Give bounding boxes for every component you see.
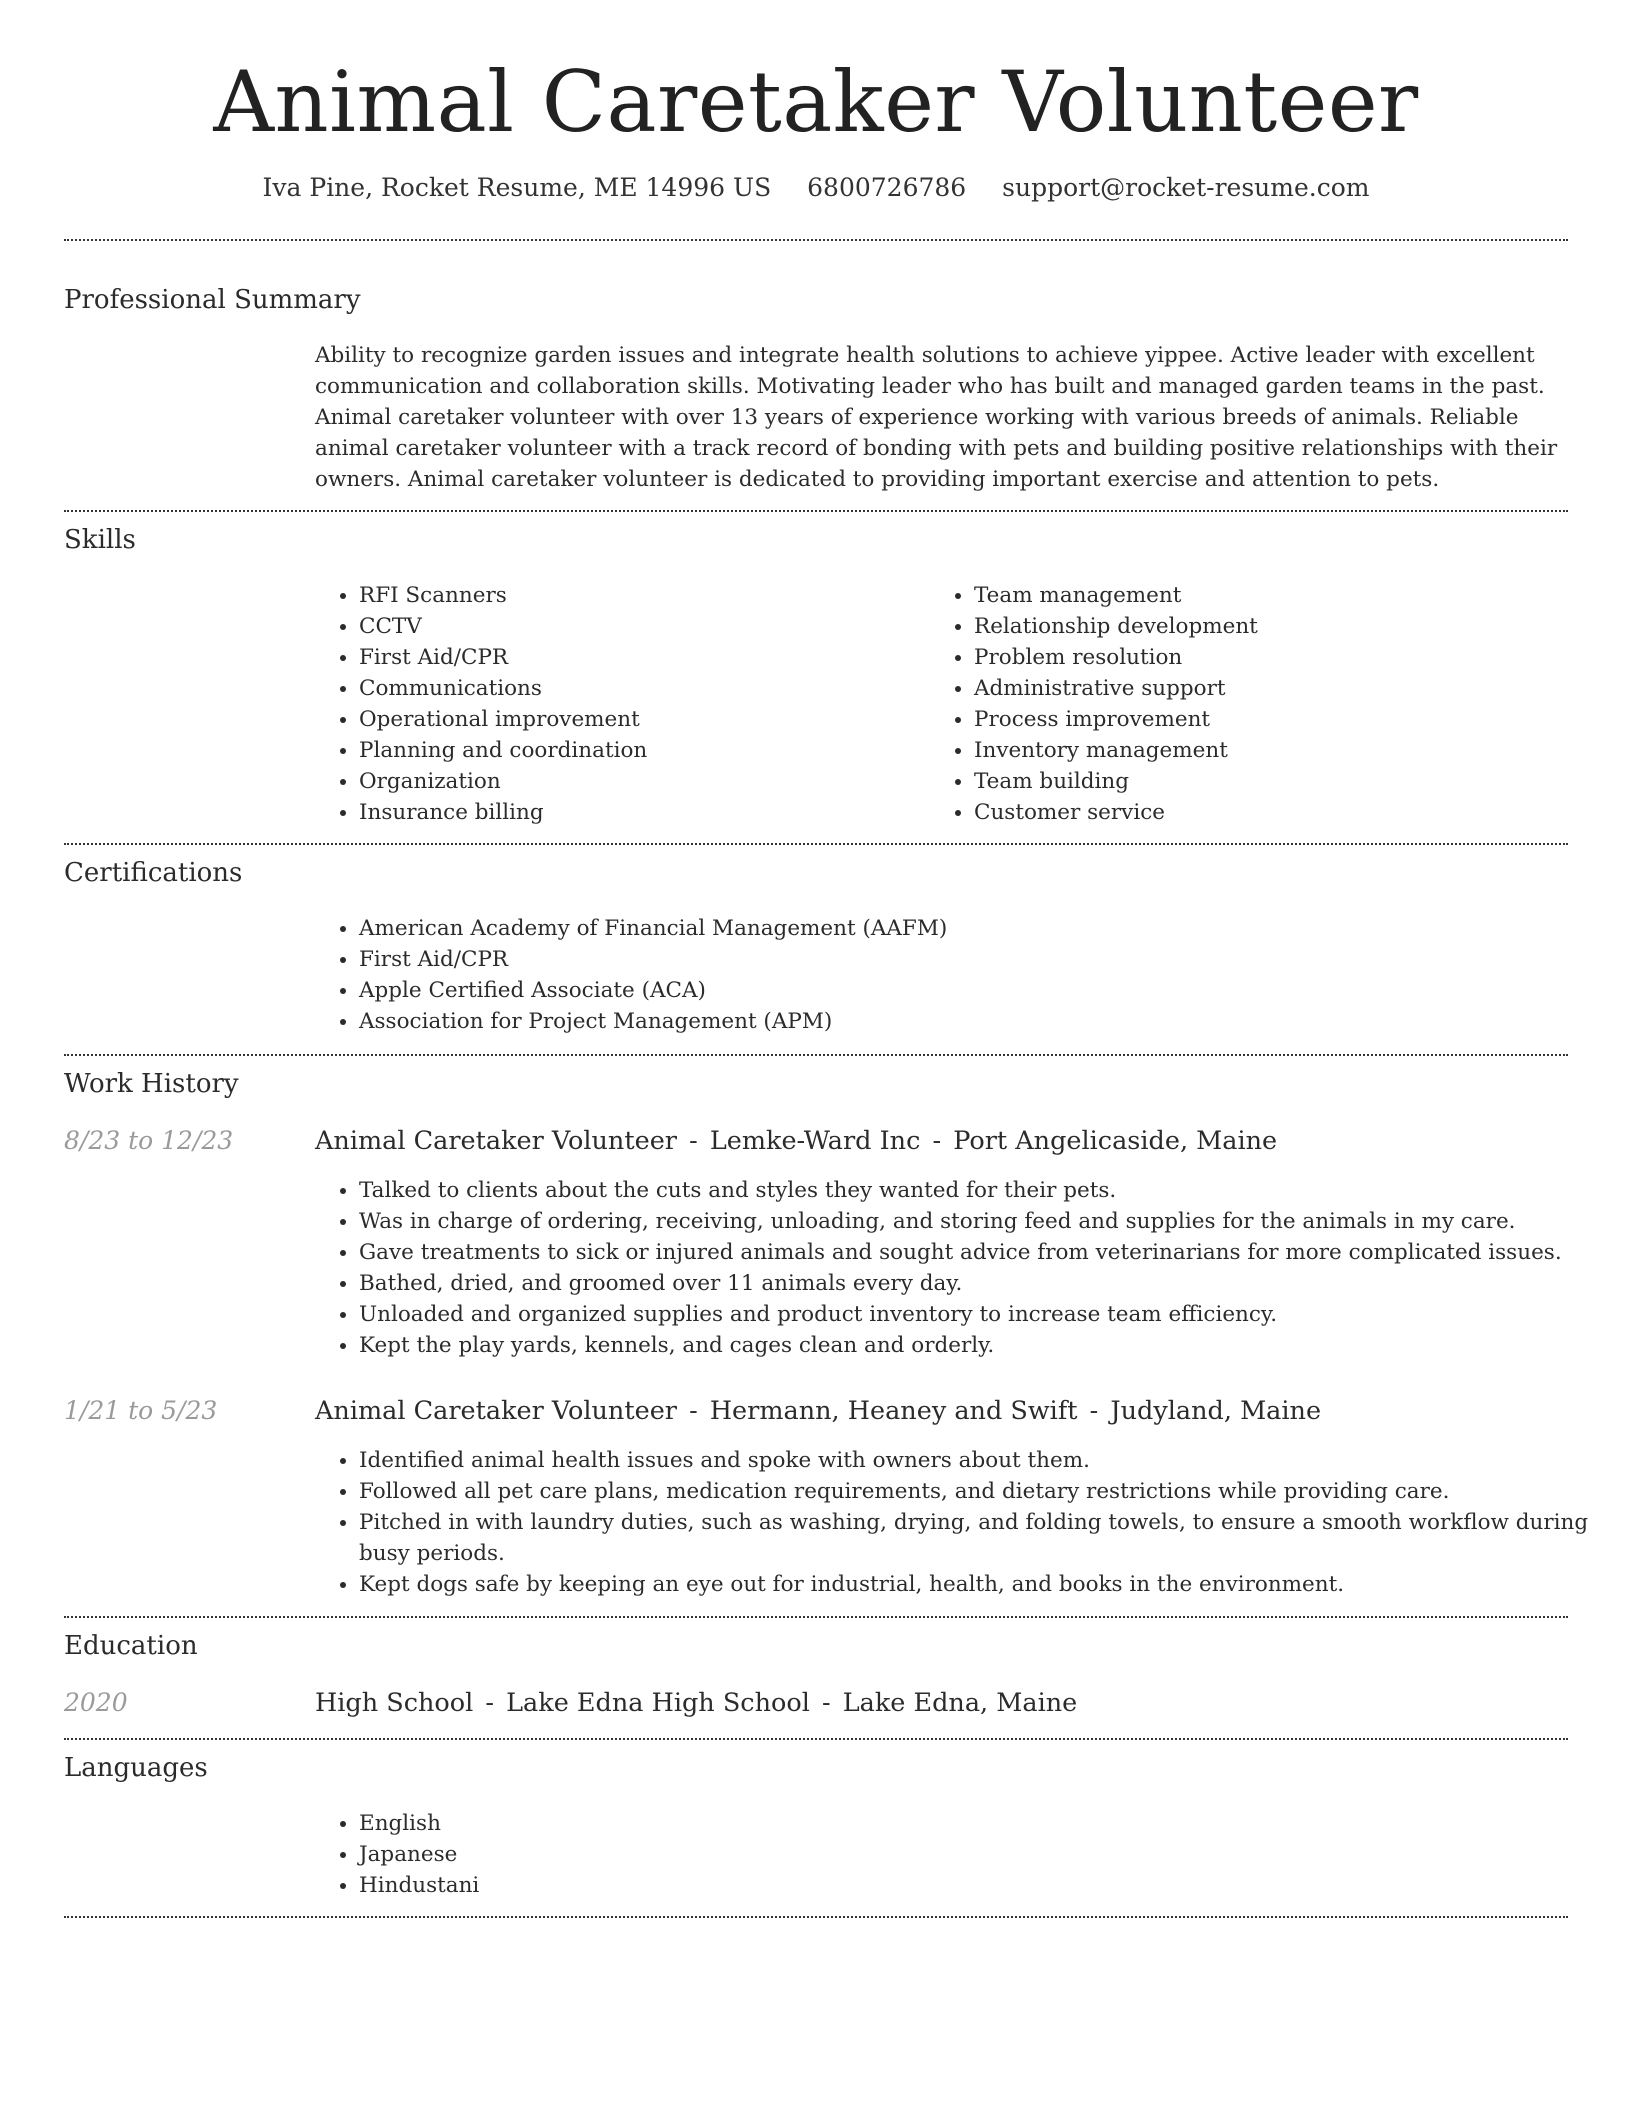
job-bullet: • Pitched in with laundry duties, such as washing, drying, and folding towels, to ensure a smooth workflow during busy periods. xyxy=(359,1507,1609,1569)
separator: - xyxy=(689,1396,698,1426)
skills-list-left xyxy=(315,580,919,828)
job-bullet: • Identified animal health issues and spoke with owners about them. xyxy=(359,1445,1609,1476)
language-item: • English xyxy=(359,1808,1609,1839)
education-heading: Education xyxy=(64,1631,198,1661)
contact-line xyxy=(0,170,1632,206)
job-role: Animal Caretaker Volunteer xyxy=(315,1396,677,1426)
job-bullet: • Kept the play yards, kennels, and cages clean and orderly. xyxy=(359,1330,1609,1361)
separator: - xyxy=(689,1126,698,1156)
education-degree: High School xyxy=(315,1688,474,1718)
skills-heading: Skills xyxy=(64,525,136,555)
skill-item: • CCTV xyxy=(359,611,919,642)
section-divider xyxy=(64,1054,1568,1056)
job-role: Animal Caretaker Volunteer xyxy=(315,1126,677,1156)
job-bullets xyxy=(315,1175,1609,1361)
job-bullet: • Bathed, dried, and groomed over 11 animals every day. xyxy=(359,1268,1609,1299)
skill-item: • Customer service xyxy=(974,797,1574,828)
separator: - xyxy=(1089,1396,1099,1426)
job-company: Hermann, Heaney and Swift xyxy=(709,1396,1078,1426)
job-location: Judyland, Maine xyxy=(1110,1396,1322,1426)
contact-email: support@rocket-resume.com xyxy=(1002,173,1370,202)
separator: - xyxy=(485,1688,495,1718)
certification-item: • Association for Project Management (APM) xyxy=(359,1006,1609,1037)
section-divider xyxy=(64,510,1568,512)
separator: - xyxy=(932,1126,942,1156)
skill-item: • Process improvement xyxy=(974,704,1574,735)
certifications-list xyxy=(315,913,1609,1037)
education-location: Lake Edna, Maine xyxy=(842,1688,1078,1718)
education-title xyxy=(315,1685,1077,1721)
certifications-heading: Certifications xyxy=(64,858,243,888)
skill-item: • Administrative support xyxy=(974,673,1574,704)
skill-item: • First Aid/CPR xyxy=(359,642,919,673)
certification-item: • American Academy of Financial Management (AAFM) xyxy=(359,913,1609,944)
job-bullet: • Followed all pet care plans, medication requirements, and dietary restrictions while providing care. xyxy=(359,1476,1609,1507)
skill-item: • Problem resolution xyxy=(974,642,1574,673)
job-company: Lemke-Ward Inc xyxy=(709,1126,921,1156)
job-dates: 1/21 to 5/23 xyxy=(64,1396,218,1425)
skill-item: • Communications xyxy=(359,673,919,704)
languages-list xyxy=(315,1808,1609,1901)
job-bullet: • Gave treatments to sick or injured animals and sought advice from veterinarians for more complicated issues. xyxy=(359,1237,1609,1268)
contact-phone: 6800726786 xyxy=(807,173,967,202)
skill-item: • Organization xyxy=(359,766,919,797)
job-bullet: • Talked to clients about the cuts and styles they wanted for their pets. xyxy=(359,1175,1609,1206)
job-bullet: • Kept dogs safe by keeping an eye out for industrial, health, and books in the environment. xyxy=(359,1569,1609,1600)
separator: - xyxy=(821,1688,831,1718)
job-bullet: • Unloaded and organized supplies and product inventory to increase team efficiency. xyxy=(359,1299,1609,1330)
skill-item: • Team building xyxy=(974,766,1574,797)
job-title xyxy=(315,1393,1321,1429)
skill-item: • Inventory management xyxy=(974,735,1574,766)
work-heading: Work History xyxy=(64,1069,239,1099)
resume-name: Animal Caretaker Volunteer xyxy=(213,53,1419,151)
skill-item: • RFI Scanners xyxy=(359,580,919,611)
language-item: • Japanese xyxy=(359,1839,1609,1870)
language-item: • Hindustani xyxy=(359,1870,1609,1901)
certification-item: • First Aid/CPR xyxy=(359,944,1609,975)
contact-address: Iva Pine, Rocket Resume, ME 14996 US xyxy=(262,173,772,202)
section-divider xyxy=(64,239,1568,241)
job-bullets xyxy=(315,1445,1609,1600)
skill-item: • Planning and coordination xyxy=(359,735,919,766)
summary-heading: Professional Summary xyxy=(64,285,361,315)
section-divider xyxy=(64,843,1568,845)
section-divider xyxy=(64,1916,1568,1918)
skill-item: • Operational improvement xyxy=(359,704,919,735)
certification-item: • Apple Certified Associate (ACA) xyxy=(359,975,1609,1006)
education-school: Lake Edna High School xyxy=(506,1688,810,1718)
skill-item: • Insurance billing xyxy=(359,797,919,828)
skill-item: • Team management xyxy=(974,580,1574,611)
skill-item: • Relationship development xyxy=(974,611,1574,642)
education-year: 2020 xyxy=(64,1688,128,1717)
job-title xyxy=(315,1123,1277,1159)
summary-text: Ability to recognize garden issues and integrate health solutions to achieve yippee. Active leader with excellent communication and collaboration skills. Motivating leader who has built and managed garden teams in the past. Animal caretaker volunteer with over 13 years of experience working with various breeds of animals. Reliable animal caretaker volunteer with a track record of bonding with pets and building positive relationships with their owners. Animal caretaker volunteer is dedicated to providing important exercise and attention to pets. xyxy=(315,343,1558,492)
languages-heading: Languages xyxy=(64,1753,208,1783)
section-divider xyxy=(64,1616,1568,1618)
job-location: Port Angelicaside, Maine xyxy=(953,1126,1278,1156)
skills-list-right xyxy=(930,580,1574,828)
job-dates: 8/23 to 12/23 xyxy=(64,1126,234,1155)
section-divider xyxy=(64,1738,1568,1740)
job-bullet: • Was in charge of ordering, receiving, unloading, and storing feed and supplies for the animals in my care. xyxy=(359,1206,1609,1237)
